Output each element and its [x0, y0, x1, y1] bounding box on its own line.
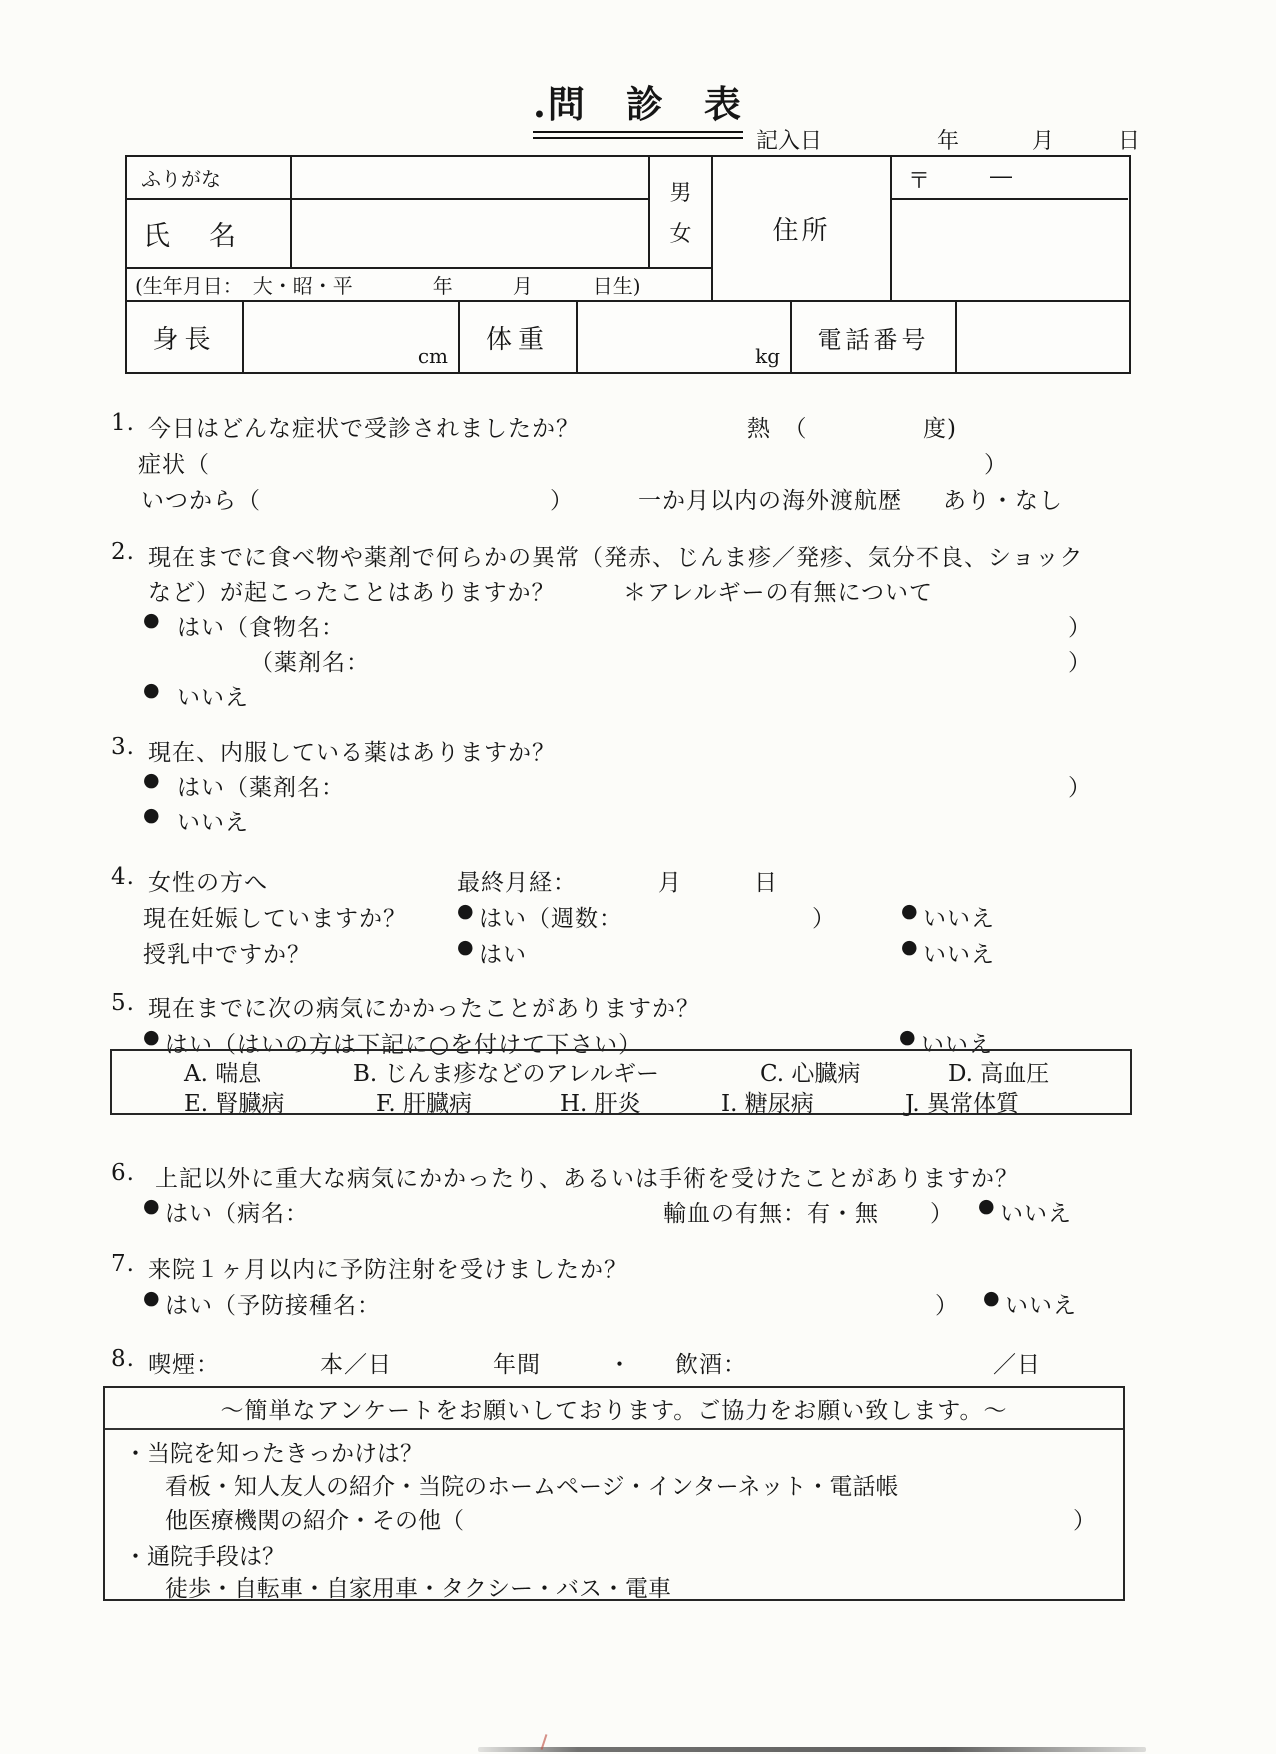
q4-last-period-label: 最終月経： [457, 870, 577, 896]
sex-female-label: 女 [669, 222, 692, 247]
furigana-input-area [292, 157, 650, 200]
q8-years-label: 年間 [493, 1352, 541, 1378]
address-label: 住所 [713, 157, 892, 300]
weight-input-area [578, 302, 792, 372]
q3-yes-close: ） [1068, 775, 1092, 801]
postal-mark: 〒 [908, 169, 931, 194]
q1-symptom-open: 症状（ [138, 452, 210, 478]
phone-input-area [957, 302, 1128, 372]
q7-yes-label: はい（予防接種名： [165, 1293, 381, 1319]
disease-item-c: C. 心臓病 [760, 1061, 861, 1087]
q3-no-label: いいえ [177, 810, 249, 836]
survey-q1-options-2: 他医療機関の紹介・その他（ [165, 1508, 464, 1534]
q4-pregnant-question: 現在妊娠していますか？ [143, 906, 407, 932]
q4-month-label: 月 [658, 870, 682, 896]
q1-fever-close: 度) [923, 416, 957, 442]
q4-number: 4. [111, 864, 135, 890]
postal-dash: ― [990, 164, 1012, 189]
q3-yes-label: はい（薬剤名： [177, 775, 345, 801]
weight-label: 体重 [460, 302, 578, 372]
q2-yes-bullet-icon: ● [143, 609, 161, 631]
q8-drinking-label: 飲酒： [675, 1352, 747, 1378]
q5-line-1 [0, 990, 1276, 1024]
q1-fever-open: 熱 （ [747, 416, 808, 442]
furigana-label: ふりがな [127, 157, 292, 200]
q1-line-3 [0, 482, 1276, 516]
survey-q2-text: ・通院手段は？ [124, 1544, 285, 1570]
page-title-text: .問 診 表 [533, 74, 743, 133]
q5-question-text: 現在までに次の病気にかかったことがありますか？ [148, 996, 700, 1022]
patient-name-address-table [125, 155, 1131, 302]
height-label: 身長 [127, 302, 244, 372]
q6-yes-label: はい（病名： [165, 1201, 309, 1227]
q3-yes-bullet-icon: ● [143, 769, 161, 791]
q2-no-line [0, 679, 1276, 713]
q2-line-2 [0, 574, 1276, 608]
q1-travel-options: あり・なし [943, 488, 1063, 514]
scan-artifact-bar [478, 1747, 1146, 1752]
q4-nursing-no-bullet-icon: ● [901, 936, 919, 958]
disease-item-e: E. 腎臓病 [184, 1091, 285, 1117]
birthdate-label: (生年月日： 大・昭・平 年 月 日生) [127, 269, 713, 300]
q5-no-bullet-icon: ● [899, 1026, 917, 1048]
q1-symptom-close: ） [984, 452, 1008, 478]
sex-selector [650, 157, 713, 269]
q8-smoking-label: 喫煙： [148, 1352, 220, 1378]
fill-date-label: 記入日 [756, 129, 823, 154]
q4-nursing-line [0, 936, 1276, 970]
q6-no-label: いいえ [1000, 1201, 1072, 1227]
q6-no-bullet-icon: ● [978, 1195, 996, 1217]
q2-question-text-1: 現在までに食べ物や薬剤で何らかの異常（発赤、じんま疹／発疹、気分不良、ショック [148, 545, 1084, 571]
q8-number: 8. [111, 1346, 135, 1372]
q6-line-1 [0, 1160, 1276, 1194]
q6-question-text: 上記以外に重大な病気にかかったり、あるいは手術を受けたことがありますか？ [155, 1166, 1019, 1192]
q1-line-2 [0, 446, 1276, 480]
q1-question-text: 今日はどんな症状で受診されましたか？ [148, 416, 580, 442]
q5-yes-note: はい（はいの方は下記に○を付けて下さい） [165, 1032, 643, 1058]
survey-q2-options-line [105, 1570, 1123, 1602]
q1-since-open: いつから（ [141, 488, 261, 514]
q4-pregnant-no-label: いいえ [923, 906, 995, 932]
q2-no-bullet-icon: ● [143, 679, 161, 701]
q4-nursing-yes-label: はい [479, 942, 527, 968]
q3-line-1 [0, 734, 1276, 768]
patient-measurements-table [125, 302, 1131, 374]
q3-question-text: 現在、内服している薬はありますか？ [148, 740, 556, 766]
q7-no-bullet-icon: ● [983, 1287, 1001, 1309]
disease-item-a: A. 喘息 [184, 1061, 262, 1087]
q4-line-1 [0, 864, 1276, 898]
fill-date-day-label: 日 [1118, 129, 1141, 154]
sex-male-label: 男 [669, 181, 692, 206]
fill-date-year-label: 年 [937, 129, 960, 154]
q4-nursing-yes-bullet-icon: ● [457, 936, 475, 958]
address-input-area [892, 200, 1128, 300]
q4-pregnant-line [0, 900, 1276, 934]
q7-options-line [0, 1287, 1276, 1321]
patient-info-table [125, 155, 1131, 374]
q6-options-line [0, 1195, 1276, 1229]
disease-item-f: F. 肝臓病 [376, 1091, 472, 1117]
survey-q1-options-line-2 [105, 1502, 1123, 1534]
q7-line-1 [0, 1251, 1276, 1285]
disease-item-j: J. 異常体質 [905, 1091, 1020, 1117]
q8-drinks-per-day-label: ／日 [993, 1352, 1041, 1378]
q2-question-text-2: など）が起こったことはありますか？ [148, 580, 556, 606]
q7-question-text: 来院１ヶ月以内に予防注射を受けましたか？ [148, 1257, 628, 1283]
q2-drug-line [0, 644, 1276, 678]
survey-box [103, 1386, 1125, 1601]
q2-line-1 [0, 539, 1276, 573]
q4-pregnant-no-bullet-icon: ● [901, 900, 919, 922]
q4-nursing-no-label: いいえ [923, 942, 995, 968]
q7-yes-close: ） [935, 1293, 959, 1319]
survey-header: 〜簡単なアンケートをお願いしております。ご協力をお願い致します。〜 [105, 1388, 1123, 1430]
q7-no-label: いいえ [1005, 1293, 1077, 1319]
phone-label: 電話番号 [792, 302, 957, 372]
disease-item-i: I. 糖尿病 [721, 1091, 814, 1117]
survey-q1-options-1: 看板・知人友人の紹介・当院のホームページ・インターネット・電話帳 [165, 1474, 899, 1500]
q4-pregnant-yes-label: はい（週数： [479, 906, 623, 932]
q8-separator-dot: ・ [608, 1352, 632, 1378]
q2-yes-food-label: はい（食物名： [177, 615, 345, 641]
q2-drug-open: （薬剤名： [250, 650, 370, 676]
q8-cigarettes-per-day-label: 本／日 [320, 1352, 392, 1378]
q2-yes-food-line [0, 609, 1276, 643]
q2-drug-close: ） [1068, 650, 1092, 676]
q4-pregnant-close: ） [812, 906, 836, 932]
survey-q2-options: 徒歩・自転車・自家用車・タクシー・バス・電車 [165, 1576, 671, 1602]
disease-item-b: B. じんま疹などのアレルギー [353, 1061, 660, 1087]
q6-transfusion-label: 輸血の有無：有・無 [663, 1201, 879, 1227]
height-unit-label: cm [417, 344, 448, 368]
disease-row-2 [112, 1085, 1130, 1115]
q4-pregnant-yes-bullet-icon: ● [457, 900, 475, 922]
disease-item-d: D. 高血圧 [948, 1061, 1050, 1087]
survey-q1-line [105, 1435, 1123, 1467]
disease-list-box [110, 1049, 1132, 1115]
q4-question-text: 女性の方へ [148, 870, 268, 896]
q7-number: 7. [111, 1251, 135, 1277]
q2-number: 2. [111, 539, 135, 565]
survey-q1-close: ） [1073, 1508, 1096, 1534]
name-input-area [292, 200, 650, 269]
q6-number: 6. [111, 1160, 135, 1186]
q5-no-label: いいえ [921, 1032, 993, 1058]
q1-line-1 [0, 410, 1276, 444]
q6-yes-bullet-icon: ● [143, 1195, 161, 1217]
q6-yes-close: ） [930, 1201, 954, 1227]
height-input-area [244, 302, 460, 372]
q5-yes-bullet-icon: ● [143, 1026, 161, 1048]
q2-food-close: ） [1068, 615, 1092, 641]
q3-number: 3. [111, 734, 135, 760]
survey-q2-line [105, 1538, 1123, 1570]
q3-no-bullet-icon: ● [143, 804, 161, 826]
q3-no-line [0, 804, 1276, 838]
survey-q1-options-line-1 [105, 1468, 1123, 1500]
q5-number: 5. [111, 990, 135, 1016]
q1-number: 1. [111, 410, 135, 436]
q1-since-close: ） [550, 488, 574, 514]
q1-travel-label: 一か月以内の海外渡航歴 [638, 488, 902, 514]
q2-no-label: いいえ [177, 685, 249, 711]
q4-nursing-question: 授乳中ですか？ [143, 942, 311, 968]
fill-date-month-label: 月 [1032, 129, 1055, 154]
q4-day-label: 日 [754, 870, 778, 896]
postal-code-area [892, 157, 1128, 200]
q7-yes-bullet-icon: ● [143, 1287, 161, 1309]
fill-date-row [0, 124, 1276, 154]
q2-allergy-note: ＊アレルギーの有無について [623, 580, 934, 606]
disease-row-1 [112, 1055, 1130, 1085]
q8-line [0, 1346, 1276, 1380]
q3-yes-line [0, 769, 1276, 803]
disease-item-h: H. 肝炎 [560, 1091, 641, 1117]
weight-unit-label: kg [755, 344, 780, 368]
name-label: 氏 名 [127, 200, 292, 269]
survey-q1-text: ・当院を知ったきっかけは？ [124, 1441, 423, 1467]
